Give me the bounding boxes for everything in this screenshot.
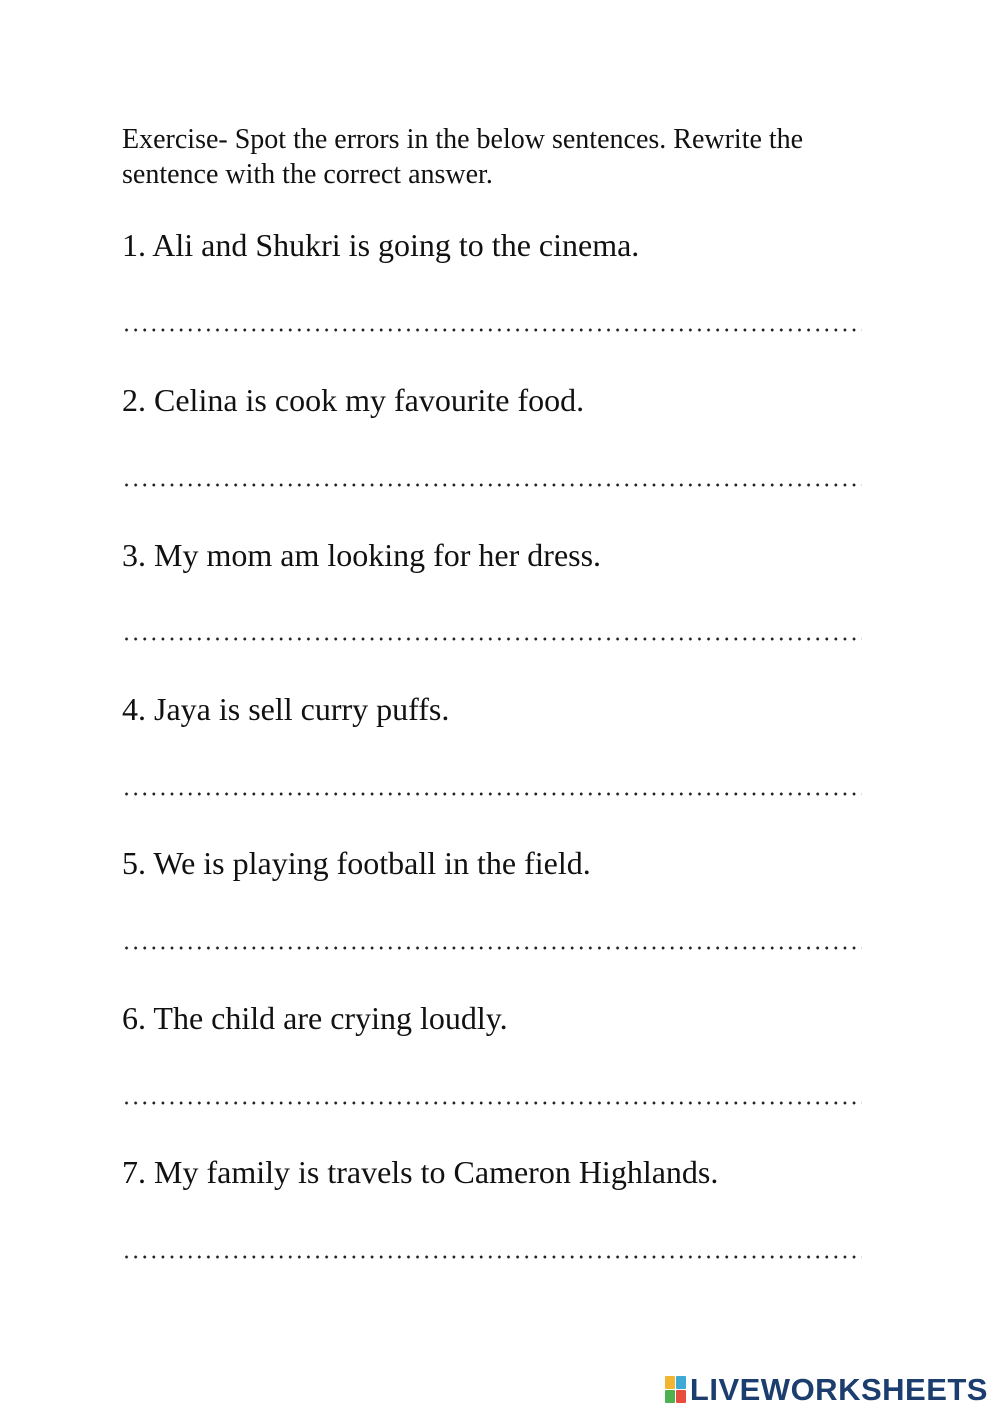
answer-line-4[interactable] bbox=[122, 791, 862, 797]
answer-line-3[interactable] bbox=[122, 636, 862, 642]
answer-line-5[interactable] bbox=[122, 945, 862, 951]
question-6: 6. The child are crying loudly. bbox=[122, 1000, 508, 1036]
answer-line-6[interactable] bbox=[122, 1100, 862, 1106]
liveworksheets-logo-icon bbox=[665, 1376, 687, 1404]
brand-name: LIVEWORKSHEETS bbox=[689, 1372, 988, 1407]
question-5: 5. We is playing football in the field. bbox=[122, 845, 591, 881]
answer-line-7[interactable] bbox=[122, 1254, 862, 1260]
question-4: 4. Jaya is sell curry puffs. bbox=[122, 691, 450, 727]
question-1: 1. Ali and Shukri is going to the cinema. bbox=[122, 227, 640, 263]
answer-line-2[interactable] bbox=[122, 482, 862, 488]
question-7: 7. My family is travels to Cameron Highlands. bbox=[122, 1154, 719, 1190]
liveworksheets-watermark[interactable] bbox=[665, 1372, 988, 1408]
question-2: 2. Celina is cook my favourite food. bbox=[122, 382, 585, 418]
question-3: 3. My mom am looking for her dress. bbox=[122, 537, 602, 573]
exercise-instructions: Exercise- Spot the errors in the below sentences. Rewrite the sentence with the correct answer. bbox=[122, 124, 804, 190]
answer-line-1[interactable] bbox=[122, 327, 862, 333]
